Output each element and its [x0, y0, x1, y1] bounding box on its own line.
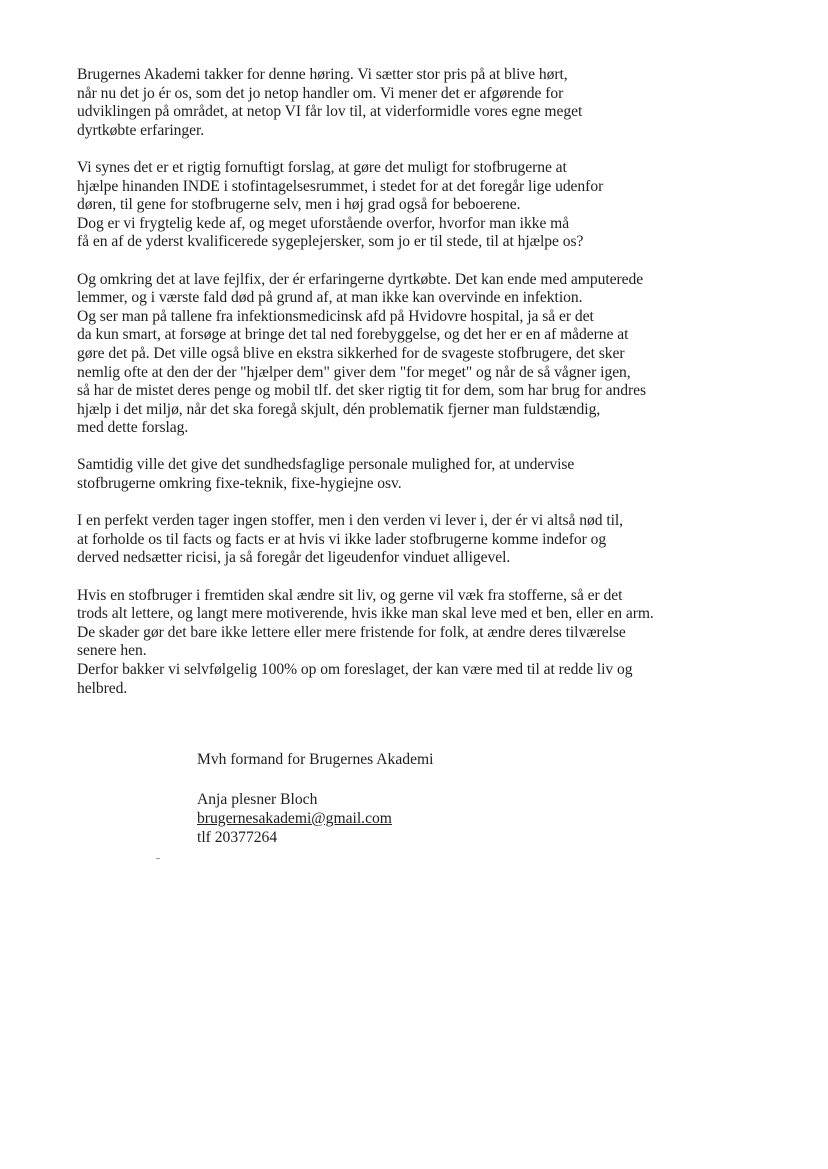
text-line: udviklingen på området, at netop VI får lov til, at viderformidle vores egne meget — [77, 103, 583, 121]
text-line: stofbrugerne omkring fixe-teknik, fixe-hygiejne osv. — [77, 475, 402, 493]
text-line: senere hen. — [77, 642, 147, 660]
text-line: Hvis en stofbruger i fremtiden skal ændre sit liv, og gerne vil væk fra stofferne, så er det — [77, 586, 623, 604]
text-line: når nu det jo ér os, som det jo netop handler om. Vi mener det er afgørende for — [77, 84, 564, 102]
text-line: I en perfekt verden tager ingen stoffer, men i den verden vi lever i, der ér vi altså nød til, — [77, 512, 624, 530]
signature-block — [197, 750, 617, 847]
text-line: hjælpe hinanden INDE i stofintagelsesrummet, i stedet for at det foregår lige udenfor — [77, 177, 604, 195]
text-line: Dog er vi frygtelig kede af, og meget uforstående overfor, hvorfor man ikke må — [77, 214, 570, 232]
text-line: Og omkring det at lave fejlfix, der ér erfaringerne dyrtkøbte. Det kan ende med amputerede — [77, 270, 644, 288]
scan-speck — [156, 858, 160, 859]
text-line: at forholde os til facts og facts er at hvis vi ikke lader stofbrugerne komme indefor og — [77, 530, 607, 548]
signer-name: Anja plesner Bloch — [197, 791, 318, 808]
text-line: helbred. — [77, 679, 128, 697]
paragraph-fejlfix — [77, 271, 757, 438]
paragraph-proposal — [77, 159, 757, 252]
text-line: Brugernes Akademi takker for denne høring. Vi sætter stor pris på at blive hørt, — [77, 66, 568, 83]
text-line: lemmer, og i værste fald død på grund af, at man ikke kan overvinde en infektion. — [77, 289, 583, 307]
text-line: så har de mistet deres penge og mobil tlf. det sker rigtig tit for dem, som har brug for andres — [77, 382, 647, 400]
text-line: gøre det på. Det ville også blive en ekstra sikkerhed for de svageste stofbrugere, det sker — [77, 344, 625, 362]
text-line: dyrtkøbte erfaringer. — [77, 121, 205, 139]
paragraph-conclusion — [77, 587, 757, 699]
text-line: derved nedsætter ricisi, ja så foregår det ligeudenfor vinduet alligevel. — [77, 549, 511, 567]
text-line: nemlig ofte at den der der "hjælper dem" giver dem "for meget" og når de så vågner igen, — [77, 363, 631, 381]
text-line: Derfor bakker vi selvfølgelig 100% op om foreslaget, der kan være med til at redde liv og — [77, 661, 633, 678]
text-line: da kun smart, at forsøge at bringe det tal ned forebyggelse, og det her er en af måderne at — [77, 326, 629, 344]
paragraph-perfect-world — [77, 512, 757, 568]
paragraph-thanks — [77, 66, 757, 140]
text-line: Vi synes det er et rigtig fornuftigt forslag, at gøre det muligt for stofbrugerne at — [77, 158, 567, 176]
text-line: trods alt lettere, og langt mere motiverende, hvis ikke man skal leve med et ben, eller en arm. — [77, 605, 654, 623]
text-line: hjælp i det miljø, når det ska foregå skjult, dén problematik fjerner man fuldstændig, — [77, 400, 601, 418]
text-line: Samtidig ville det give det sundhedsfaglige personale mulighed for, at undervise — [77, 456, 575, 474]
sign-off-greeting: Mvh formand for Brugernes Akademi — [197, 751, 434, 768]
text-line: Og ser man på tallene fra infektionsmedicinsk afd på Hvidovre hospital, ja så er det — [77, 307, 594, 325]
paragraph-education — [77, 456, 757, 493]
text-line: med dette forslag. — [77, 419, 189, 437]
text-line: få en af de yderst kvalificerede sygeplejersker, som jo er til stede, til at hjælpe os? — [77, 233, 584, 251]
phone-number: tlf 20377264 — [197, 829, 278, 846]
text-line: De skader gør det bare ikke lettere eller mere fristende for folk, at ændre deres tilværelse — [77, 623, 626, 641]
email-link[interactable]: brugernesakademi@gmail.com — [197, 810, 392, 827]
letter-body — [77, 66, 757, 698]
text-line: døren, til gene for stofbrugerne selv, men i høj grad også for beboerene. — [77, 196, 521, 214]
